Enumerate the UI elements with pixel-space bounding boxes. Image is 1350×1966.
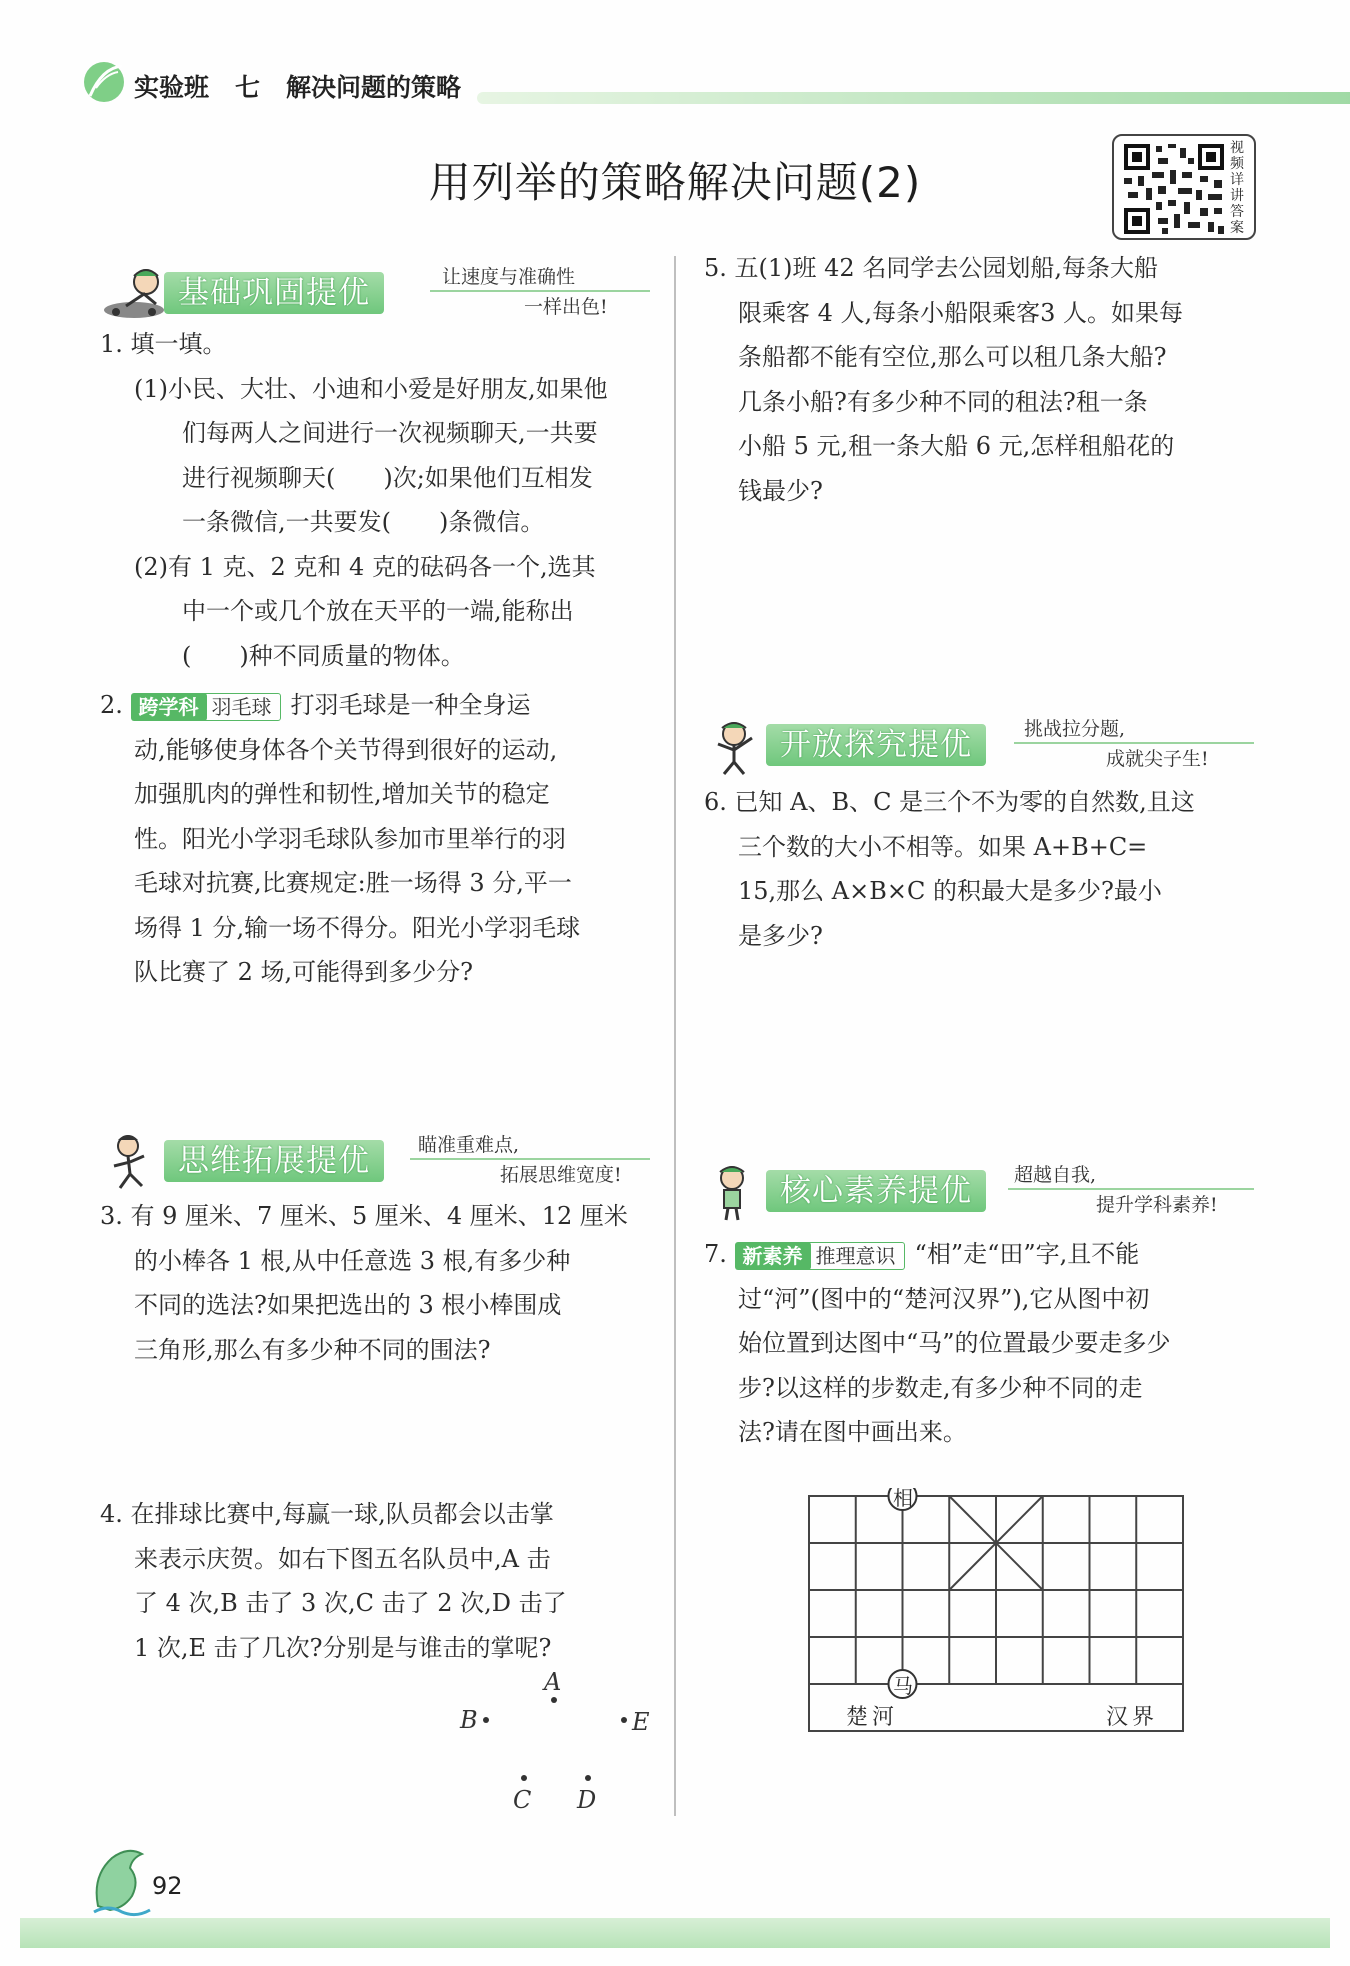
slogan-line2: 成就尖子生!: [1106, 748, 1209, 770]
unit-title: 解决问题的策略: [286, 73, 462, 102]
mascot-running-icon: [100, 1132, 170, 1192]
q2-first-line: [100, 683, 580, 728]
subject-topic-tag: 羽毛球: [203, 693, 281, 721]
section-open: [702, 710, 1262, 780]
slogan-line2: 一样出色!: [524, 296, 608, 318]
column-divider: [674, 256, 676, 1816]
q5-line: 几条小船?有多少种不同的租法?租一条: [738, 387, 1148, 416]
question-3: [100, 1194, 628, 1372]
label-a: A: [544, 1668, 562, 1696]
section-slogan-basic: [442, 262, 608, 322]
q5-line: 条船都不能有空位,那么可以租几条大船?: [738, 343, 1167, 371]
subject-tag: 跨学科: [131, 693, 207, 721]
section-rule: [1008, 1188, 1254, 1190]
q5-line: 5. 五(1)班 42 名同学去公园划船,每条大船: [704, 254, 1158, 282]
question-1: [100, 322, 608, 678]
qr-label: 视频详讲答案: [1230, 140, 1244, 236]
section-slogan-open: [1024, 714, 1209, 774]
section-badge-core: 核心素养提优: [766, 1170, 986, 1212]
section-core: [702, 1156, 1262, 1226]
section-rule: [430, 290, 650, 292]
q3-line: 3. 有 9 厘米、7 厘米、5 厘米、4 厘米、12 厘米: [100, 1202, 628, 1230]
point-e: [621, 1717, 627, 1723]
mascot-skateboard-icon: [100, 264, 170, 324]
page-header: [82, 58, 1312, 114]
q2-first-text: 打羽毛球是一种全身运: [290, 691, 531, 719]
slogan-line2: 拓展思维宽度!: [500, 1164, 622, 1186]
river-left-label: 楚河: [846, 1705, 899, 1730]
q2-line: 队比赛了 2 场,可能得到多少分?: [134, 958, 474, 986]
question-5: [704, 246, 1183, 513]
slogan-line1: 超越自我,: [1014, 1164, 1097, 1186]
footer-bar: [20, 1918, 1330, 1948]
section-badge-thinking: 思维拓展提优: [164, 1140, 384, 1182]
q3-line: 的小棒各 1 根,从中任意选 3 根,有多少种: [134, 1246, 571, 1275]
slogan-line2: 提升学科素养!: [1096, 1194, 1218, 1216]
section-slogan-core: [1014, 1160, 1218, 1220]
section-thinking: [100, 1126, 660, 1196]
q6-line: 是多少?: [738, 921, 823, 950]
section-rule: [410, 1158, 650, 1160]
q4-line: 1 次,E 击了几次?分别是与谁击的掌呢?: [134, 1633, 552, 1662]
header-bar: [477, 92, 1350, 104]
label-c: C: [513, 1786, 532, 1814]
q5-line: 小船 5 元,租一条大船 6 元,怎样租船花的: [738, 432, 1175, 460]
q1-line: (2)有 1 克、2 克和 4 克的砝码各一个,选其: [134, 552, 596, 581]
unit-number: 七: [235, 73, 261, 102]
literacy-tag: 新素养: [735, 1242, 811, 1270]
slogan-line1: 瞄准重难点,: [418, 1134, 520, 1156]
q4-line: 来表示庆贺。如右下图五名队员中,A 击: [134, 1544, 551, 1573]
q1-line: 1. 填一填。: [100, 330, 227, 358]
q3-line: 三角形,那么有多少种不同的围法?: [134, 1335, 491, 1364]
label-e: E: [632, 1708, 650, 1736]
piece-ma-label: 马: [893, 1674, 913, 1698]
q3-line: 不同的选法?如果把选出的 3 根小棒围成: [134, 1291, 562, 1319]
section-badge-basic: 基础巩固提优: [164, 272, 384, 314]
qr-code-icon: [1122, 142, 1226, 236]
q4-line: 了 4 次,B 击了 3 次,C 击了 2 次,D 击了: [134, 1589, 567, 1617]
river-right-label: 汉界: [1106, 1705, 1159, 1730]
point-a: [551, 1697, 557, 1703]
q7-line: 法?请在图中画出来。: [738, 1418, 967, 1446]
page-title: 用列举的策略解决问题(2): [428, 158, 922, 207]
q5-line: 钱最少?: [738, 476, 823, 505]
q7-first-line: [704, 1232, 1171, 1277]
q1-line: (1)小民、大壮、小迪和小爱是好朋友,如果他: [134, 374, 608, 403]
slogan-line1: 让速度与准确性: [442, 266, 576, 288]
section-badge-open: 开放探究提优: [766, 724, 986, 766]
question-2: [100, 683, 580, 995]
section-slogan-thinking: [418, 1130, 622, 1190]
piece-xiang-label: 相: [893, 1486, 913, 1510]
q7-first-text: “相”走“田”字,且不能: [914, 1240, 1140, 1268]
qr-code-box[interactable]: [1112, 134, 1256, 240]
header-text: [134, 68, 487, 104]
q6-line: 三个数的大小不相等。如果 A+B+C=: [738, 832, 1148, 861]
q1-line: 一条微信,一共要发( )条微信。: [182, 508, 545, 536]
q2-line: 加强肌肉的弹性和韧性,增加关节的稳定: [134, 780, 550, 808]
label-b: B: [460, 1706, 478, 1734]
q7-line: 过“河”(图中的“楚河汉界”),它从图中初: [738, 1284, 1150, 1313]
dolphin-mascot-icon: [88, 1846, 158, 1918]
section-basic: [100, 258, 660, 328]
point-c: [521, 1775, 527, 1781]
q6-line: 15,那么 A×B×C 的积最大是多少?最小: [738, 877, 1162, 905]
q6-line: 6. 已知 A、B、C 是三个不为零的自然数,且这: [704, 788, 1195, 816]
q1-line: ( )种不同质量的物体。: [182, 641, 465, 670]
question-6: [704, 780, 1195, 958]
q4-line: 4. 在排球比赛中,每赢一球,队员都会以击掌: [100, 1500, 554, 1528]
question-4: [100, 1492, 567, 1670]
q2-number: 2.: [100, 691, 123, 719]
slogan-line1: 挑战拉分题,: [1024, 718, 1126, 740]
section-rule: [1014, 742, 1254, 744]
q2-line: 毛球对抗赛,比赛规定:胜一场得 3 分,平一: [134, 869, 572, 897]
q2-line: 动,能够使身体各个关节得到很好的运动,: [134, 735, 558, 764]
leaf-logo-icon: [82, 60, 126, 104]
q7-line: 始位置到达图中“马”的位置最少要走多少: [738, 1329, 1171, 1357]
q5-line: 限乘客 4 人,每条小船限乘客3 人。如果每: [738, 298, 1184, 327]
q1-line: 中一个或几个放在天平的一端,能称出: [182, 597, 574, 625]
mascot-standing-icon: [702, 1162, 772, 1222]
page-number: 92: [152, 1872, 183, 1900]
point-b: [483, 1717, 489, 1723]
q1-line: 们每两人之间进行一次视频聊天,一共要: [182, 419, 598, 447]
question-7: [704, 1232, 1171, 1455]
q7-number: 7.: [704, 1240, 727, 1268]
q7-line: 步?以这样的步数走,有多少种不同的走: [738, 1373, 1143, 1402]
q1-line: 进行视频聊天( )次;如果他们互相发: [182, 463, 593, 492]
q2-line: 性。阳光小学羽毛球队参加市里举行的羽: [134, 824, 566, 853]
label-d: D: [577, 1786, 597, 1814]
series-name: 实验班: [134, 73, 210, 102]
literacy-topic-tag: 推理意识: [807, 1242, 905, 1270]
q2-line: 场得 1 分,输一场不得分。阳光小学羽毛球: [134, 913, 581, 942]
mascot-cheer-icon: [702, 716, 772, 776]
point-d: [585, 1775, 591, 1781]
